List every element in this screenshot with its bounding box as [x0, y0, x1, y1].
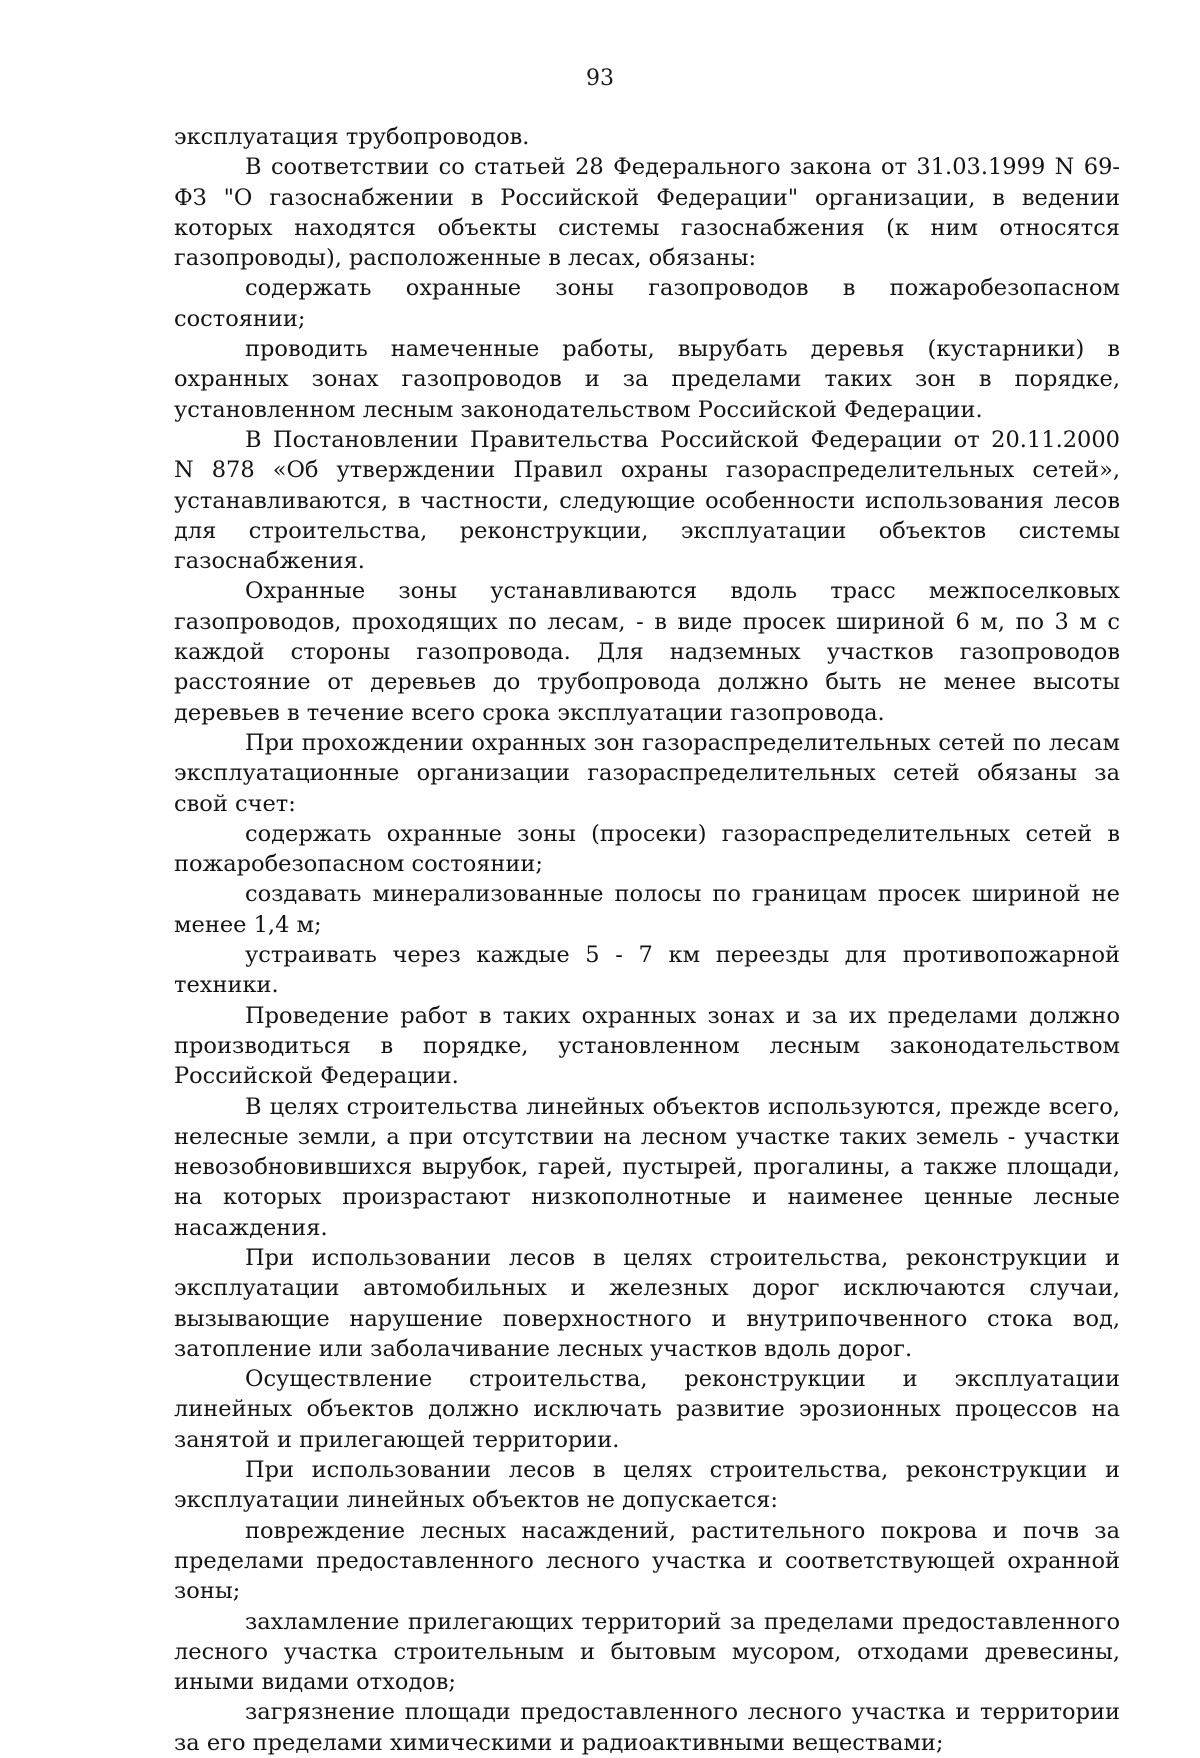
paragraph: загрязнение площади предоставленного лесного участка и территории за его пределами химическими и радиоактивными веществами; — [174, 1699, 1120, 1756]
paragraph: создавать минерализованные полосы по границам просек шириной не менее 1,4 м; — [174, 881, 1120, 938]
paragraph: повреждение лесных насаждений, растительного покрова и почв за пределами предоставленного лесного участка и соответствующей охранной зоны; — [174, 1517, 1120, 1605]
paragraph: При прохождении охранных зон газораспределительных сетей по лесам эксплуатационные организации газораспределительных сетей обязаны за свой счет: — [174, 729, 1120, 817]
paragraph: содержать охранные зоны газопроводов в пожаробезопасном состоянии; — [174, 275, 1120, 332]
paragraph: устраивать через каждые 5 - 7 км переезды для противопожарной техники. — [174, 942, 1120, 999]
document-body — [174, 122, 1120, 1758]
paragraph: захламление прилегающих территорий за пределами предоставленного лесного участка строительным и бытовым мусором, отходами древесины, иными видами отходов; — [174, 1608, 1120, 1696]
paragraph: В соответствии со статьей 28 Федерального закона от 31.03.1999 N 69-ФЗ "О газоснабжении в Российской Федерации" организации, в ведении которых находятся объекты системы газоснабжения (к ним относятся газопроводы), расположенные в лесах, обязаны: — [174, 154, 1120, 272]
paragraph: При использовании лесов в целях строительства, реконструкции и эксплуатации автомобильных и железных дорог исключаются случаи, вызывающие нарушение поверхностного и внутрипочвенного стока вод, затопление или заболачивание лесных участков вдоль дорог. — [174, 1244, 1120, 1362]
page-number: 93 — [586, 66, 614, 91]
paragraph: проводить намеченные работы, вырубать деревья (кустарники) в охранных зонах газопроводов и за пределами таких зон в порядке, установленном лесным законодательством Российской Федерации. — [174, 336, 1120, 423]
paragraph: Осуществление строительства, реконструкции и эксплуатации линейных объектов должно исключать развитие эрозионных процессов на занятой и прилегающей территории. — [174, 1366, 1120, 1453]
paragraph: Охранные зоны устанавливаются вдоль трасс межпоселковых газопроводов, проходящих по лесам, - в виде просек шириной 6 м, по 3 м с каждой стороны газопровода. Для надземных участков газопроводов расстояние от деревьев до трубопровода должно быть не менее высоты деревьев в течение всего срока эксплуатации газопровода. — [174, 578, 1120, 726]
paragraph: В Постановлении Правительства Российской Федерации от 20.11.2000 N 878 «Об утверждении Правил охраны газораспределительных сетей», устанавливаются, в частности, следующие особенности использования лесов для строительства, реконструкции, эксплуатации объектов системы газоснабжения. — [174, 426, 1120, 575]
paragraph: В целях строительства линейных объектов используются, прежде всего, нелесные земли, а при отсутствии на лесном участке таких земель - участки невозобновившихся вырубок, гарей, пустырей, прогалины, а также площади, на которых произрастают низкополнотные и наименее ценные лесные насаждения. — [174, 1093, 1120, 1241]
paragraph: эксплуатация трубопроводов. — [174, 124, 530, 150]
paragraph: При использовании лесов в целях строительства, реконструкции и эксплуатации линейных объектов не допускается: — [174, 1457, 1120, 1514]
paragraph: содержать охранные зоны (просеки) газораспределительных сетей в пожаробезопасном состоянии; — [174, 820, 1120, 878]
paragraph: Проведение работ в таких охранных зонах и за их пределами должно производиться в порядке, установленном лесным законодательством Российской Федерации. — [174, 1002, 1120, 1090]
